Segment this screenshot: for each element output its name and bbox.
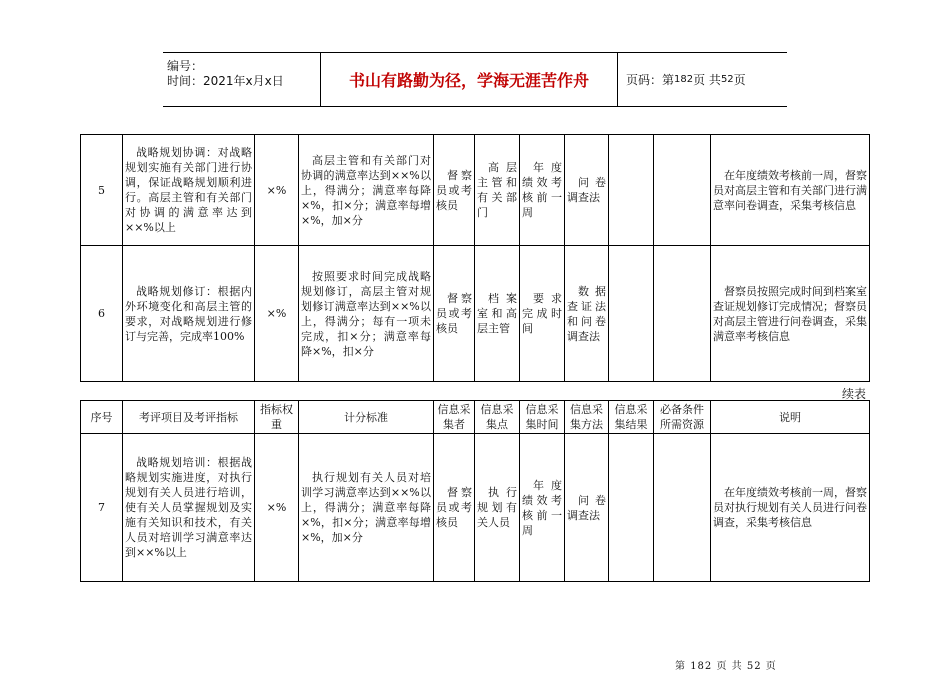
cell-point: 高层主管和有关部门 [475,135,520,246]
col-header-result: 信息采集结果 [609,401,654,434]
col-header-point: 信息采集点 [475,401,520,434]
cell-note: 在年度绩效考核前一周，督察员对高层主管和有关部门进行满意率问卷调查，采集考核信息 [711,135,870,246]
footer-suffix: 页 [765,661,777,672]
footer-page-total: 52 [746,661,762,672]
cell-collector: 督察员或考核员 [434,434,475,582]
col-header-no: 序号 [81,401,123,434]
page-prefix: 页码：第 [626,73,675,87]
page-number: 182 [674,74,694,85]
cell-weight: ×% [255,246,299,382]
footer-prefix: 第 [675,661,686,672]
cell-point: 档案室和高层主管 [475,246,520,382]
cell-note: 督察员按照完成时间到档案室查证规划修订完成情况；督察员对高层主管进行问卷调查，采集满意率考核信息 [711,246,870,382]
cell-collector: 督察员或考核员 [434,135,475,246]
table-header-row [81,401,870,434]
cell-result [609,434,654,582]
cell-number: 6 [81,246,123,382]
cell-collector: 督察员或考核员 [434,246,475,382]
table-row [81,135,870,246]
col-header-resource: 必备条件所需资源 [654,401,711,434]
page-mid: 页 共 [693,73,721,87]
page-header [163,52,787,107]
cell-standard: 按照要求时间完成战略规划修订，高层主管对规划修订满意率达到××%以上，得满分；每有一项未完成，扣×分；满意率每降×%，扣×分 [299,246,434,382]
cell-number: 5 [81,135,123,246]
page-footer [675,657,777,672]
cell-result [609,135,654,246]
col-header-time: 信息采集时间 [520,401,565,434]
cell-result [609,246,654,382]
cell-note: 在年度绩效考核前一周，督察员对执行规划有关人员进行问卷调查，采集考核信息 [711,434,870,582]
cell-method: 数据查证法和问卷调查法 [565,246,609,382]
cell-method: 问卷调查法 [565,135,609,246]
evaluation-table-bottom [80,400,870,582]
cell-point: 执行规划有关人员 [475,434,520,582]
cell-standard: 执行规划有关人员对培训学习满意率达到××%以上，得满分；满意率每降×%，扣×分；满意率每增×%，加×分 [299,434,434,582]
cell-time: 要求完成时间 [520,246,565,382]
header-motto: 书山有路勤为径，学海无涯苦作舟 [321,53,618,106]
cell-time: 年度绩效考核前一周 [520,434,565,582]
cell-item: 战略规划协调：对战略规划实施有关部门进行协调，保证战略规划顺利进行。高层主管和有关部门对协调的满意率达到××%以上 [123,135,255,246]
document-date: 时间：2021年x月x日 [167,74,284,88]
continued-label: 续表 [842,387,867,401]
cell-weight: ×% [255,135,299,246]
col-header-weight: 指标权重 [255,401,299,434]
cell-method: 问卷调查法 [565,434,609,582]
header-meta [163,53,321,106]
evaluation-table-top [80,134,870,382]
col-header-standard: 计分标准 [299,401,434,434]
cell-weight: ×% [255,434,299,582]
cell-item: 战略规划培训：根据战略规划实施进度，对执行规划有关人员进行培训，使有关人员掌握规划及实施有关知识和技术，有关人员对培训学习满意率达到××%以上 [123,434,255,582]
cell-standard: 高层主管和有关部门对协调的满意率达到××%以上，得满分；满意率每降×%，扣×分；满意率每增×%，加×分 [299,135,434,246]
document-number-label: 编号： [167,59,204,73]
cell-resource [654,246,711,382]
page-total: 52 [720,74,734,85]
cell-resource [654,135,711,246]
col-header-note: 说明 [711,401,870,434]
page-suffix: 页 [733,73,746,87]
col-header-collector: 信息采集者 [434,401,475,434]
col-header-item: 考评项目及考评指标 [123,401,255,434]
table-row [81,434,870,582]
header-page-indicator [618,53,787,106]
footer-page-number: 182 [690,661,713,672]
table-row [81,246,870,382]
col-header-method: 信息采集方法 [565,401,609,434]
cell-time: 年度绩效考核前一周 [520,135,565,246]
cell-item: 战略规划修订：根据内外环境变化和高层主管的要求，对战略规划进行修订与完善，完成率100% [123,246,255,382]
footer-mid: 页 共 [716,661,743,672]
cell-number: 7 [81,434,123,582]
cell-resource [654,434,711,582]
